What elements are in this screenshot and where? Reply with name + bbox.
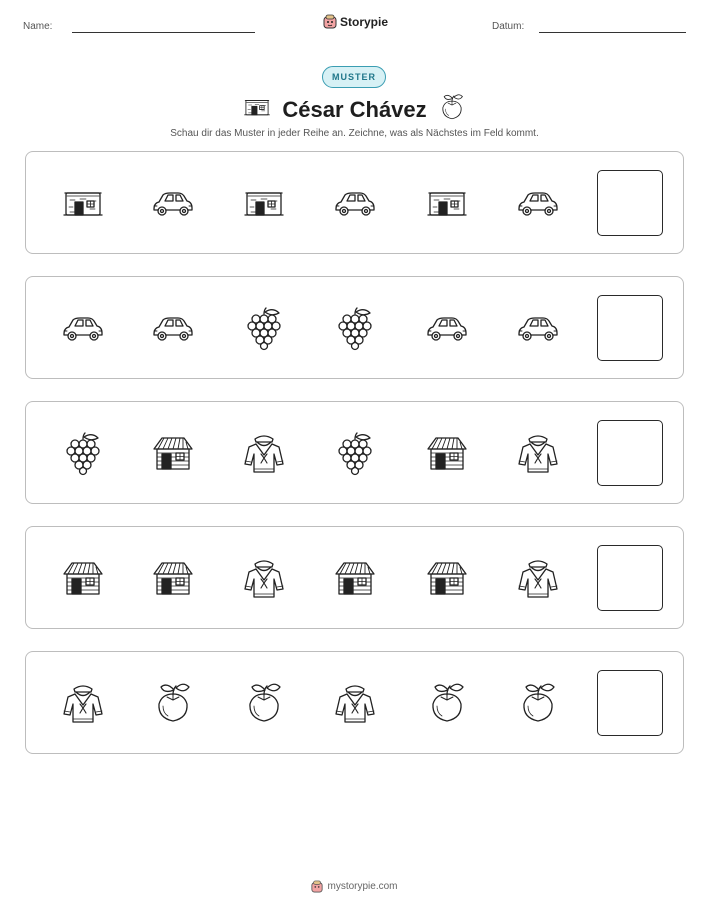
- answer-box[interactable]: [597, 670, 663, 736]
- sailor-shirt-icon: [60, 680, 106, 726]
- answer-box[interactable]: [597, 420, 663, 486]
- adobe-house-icon: [60, 180, 106, 226]
- answer-box[interactable]: [597, 170, 663, 236]
- adobe-house-icon: [241, 180, 287, 226]
- pattern-row: [25, 651, 684, 754]
- car-icon: [515, 305, 561, 351]
- car-icon: [150, 180, 196, 226]
- grapes-icon: [241, 305, 287, 351]
- answer-box[interactable]: [597, 295, 663, 361]
- footer: [0, 880, 709, 893]
- pattern-row: [25, 276, 684, 379]
- grapes-icon: [60, 430, 106, 476]
- car-icon: [424, 305, 470, 351]
- adobe-house-icon: [242, 92, 272, 127]
- name-line[interactable]: [72, 32, 255, 33]
- sailor-shirt-icon: [332, 680, 378, 726]
- instruction-text: Schau dir das Muster in jeder Reihe an. Zeichne, was als Nächstes im Feld kommt.: [170, 128, 539, 139]
- tomato-icon: [150, 680, 196, 726]
- title-row: [0, 92, 709, 127]
- tomato-icon: [424, 680, 470, 726]
- cabin-icon: [424, 555, 470, 601]
- car-icon: [332, 180, 378, 226]
- pattern-row: [25, 526, 684, 629]
- tomato-icon: [515, 680, 561, 726]
- answer-box[interactable]: [597, 545, 663, 611]
- name-label: Name:: [23, 21, 53, 32]
- grapes-icon: [332, 305, 378, 351]
- tomato-icon: [437, 92, 467, 127]
- page-title: César Chávez: [282, 96, 427, 122]
- storypie-footer-icon: [311, 880, 323, 893]
- car-icon: [60, 305, 106, 351]
- sailor-shirt-icon: [241, 430, 287, 476]
- pattern-row: [25, 401, 684, 504]
- date-label: Datum:: [492, 21, 525, 32]
- pattern-row: [25, 151, 684, 254]
- car-icon: [150, 305, 196, 351]
- category-badge: MUSTER: [322, 66, 386, 88]
- sailor-shirt-icon: [515, 555, 561, 601]
- brand-name: Storypie: [340, 14, 389, 29]
- sailor-shirt-icon: [241, 555, 287, 601]
- tomato-icon: [241, 680, 287, 726]
- car-icon: [515, 180, 561, 226]
- cabin-icon: [424, 430, 470, 476]
- brand-logo: [323, 14, 388, 29]
- cabin-icon: [60, 555, 106, 601]
- sailor-shirt-icon: [515, 430, 561, 476]
- grapes-icon: [332, 430, 378, 476]
- date-line[interactable]: [539, 32, 686, 33]
- storypie-mascot-icon: [323, 14, 337, 29]
- cabin-icon: [332, 555, 378, 601]
- cabin-icon: [150, 555, 196, 601]
- adobe-house-icon: [424, 180, 470, 226]
- footer-url[interactable]: mystorypie.com: [327, 881, 398, 892]
- cabin-icon: [150, 430, 196, 476]
